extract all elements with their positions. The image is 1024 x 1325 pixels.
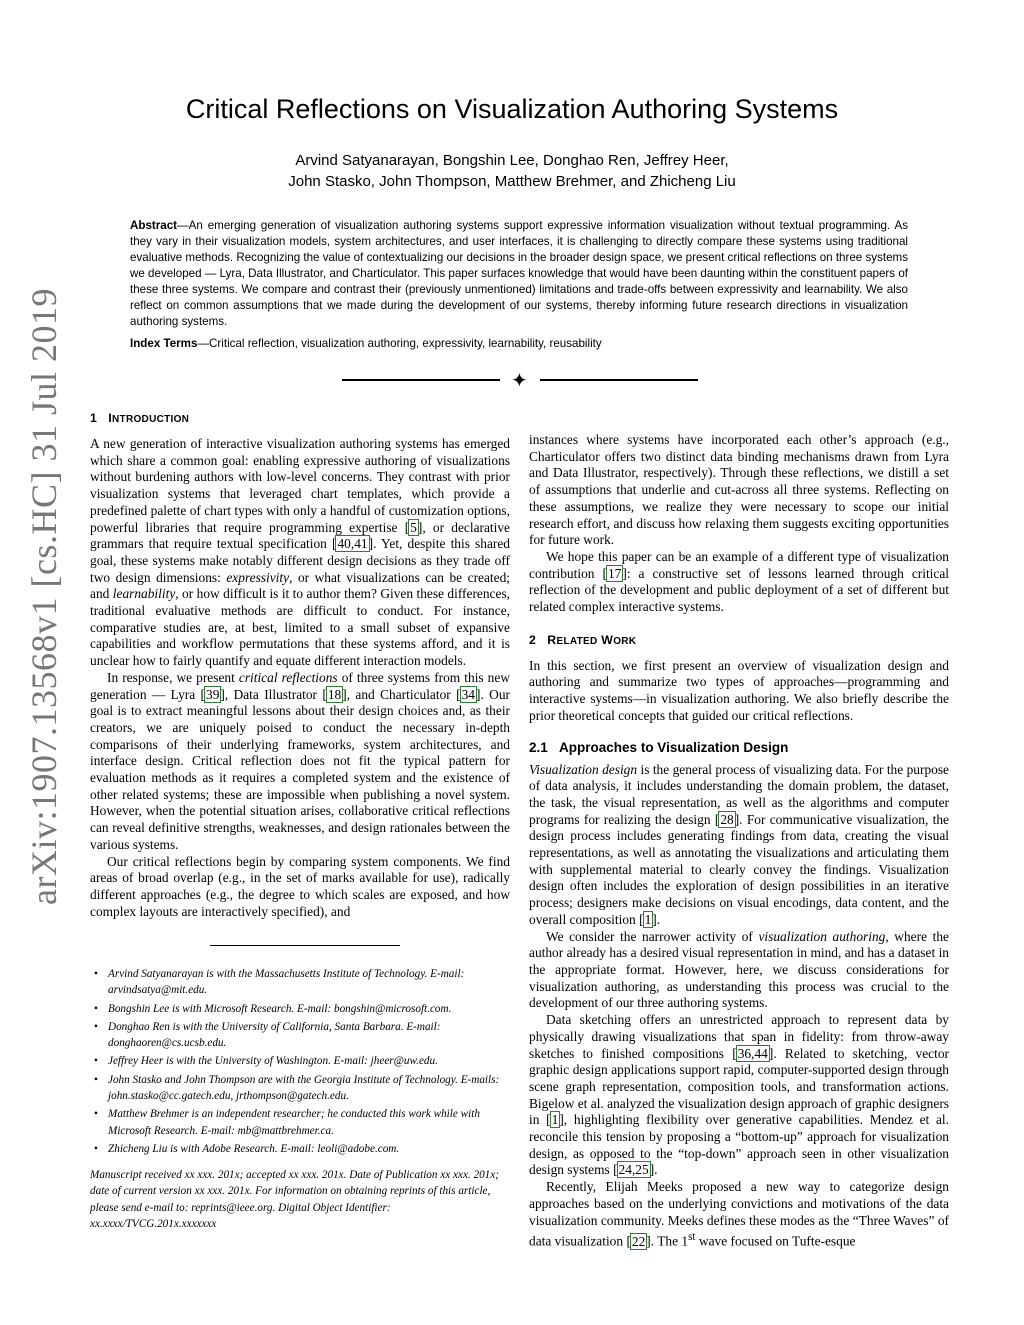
citation-link[interactable]: 24,25 [618, 1162, 649, 1178]
manuscript-note: Manuscript received xx xxx. 201x; accepted xx xxx. 201x. Date of Publication xx xxx. 201x; date of current version xx xxx. 201x. For information on obtaining reprints of this article, please send e-mail to: reprints@ieee.org. Digital Object Identifier: xx.xxxx/TVCG.201x.xxxxxxx [90, 1169, 499, 1230]
citation-link[interactable]: 36,44 [737, 1045, 768, 1061]
footnote-rule [210, 945, 400, 946]
author-affiliations [90, 966, 515, 1159]
citation-link[interactable]: 40,41 [337, 536, 368, 552]
citation-link[interactable]: 39 [206, 686, 220, 702]
citation-link[interactable]: 18 [327, 686, 342, 702]
affiliation-item: • Zhicheng Liu is with Adobe Research. E-mail: leoli@adobe.com. [90, 1141, 515, 1157]
intro-paragraph-5: We hope this paper can be an example of a different type of visualization contribution [17]: a constructive set of lessons learned through critical reflection of the development and public deployment of a set of different but related complex interactive systems. [529, 548, 949, 615]
affiliation-item: • Bongshin Lee is with Microsoft Research. E-mail: bongshin@microsoft.com. [90, 1001, 515, 1017]
intro-paragraph-3: Our critical reflections begin by comparing system components. We find areas of broad overlap (e.g., in the set of marks available for use), radically different approaches (e.g., the degree to which scales are exposed, and how complex layouts are interactively specified), and [90, 853, 510, 919]
author-line-2: John Stasko, John Thompson, Matthew Brehmer, and Zhicheng Liu [288, 173, 736, 190]
author-line-1: Arvind Satyanarayan, Bongshin Lee, Donghao Ren, Jeffrey Heer, [295, 152, 729, 169]
citation-link[interactable]: 28 [720, 811, 734, 827]
index-terms [130, 336, 908, 352]
approaches-paragraph-2: We consider the narrower activity of visualization authoring, where the author already has a desired visual representation in mind, and has a dataset in the appropriate format. However, here, we discuss considerations for visualization authoring, as understanding this process was crucial to the development of our three authoring systems. [529, 928, 949, 1011]
intro-paragraph-4: instances where systems have incorporated each other’s approach (e.g., Charticulator offers two distinct data binding mechanisms drawn from Lyra and Data Illustrator, respectively). Through these reflections, we distill a set of assumptions that underlie and cut-across all three systems. Reflecting on these assumptions, we realize they were necessary to scope our initial research effort, and discuss how relaxing them suggests exciting opportunities for future work. [529, 432, 949, 548]
intro-paragraph-2: In response, we present critical reflections of three systems from this new generation — Lyra [39], Data Illustrator [18], and Charticulator [34]. Our goal is to extract meaningful lessons about their design choices and, as their creators, we are uniquely poised to conduct the necessary in-depth comparisons of their underlying frameworks, system architectures, and interface design. Critical reflection does not fit the typical pattern for evaluation methods as it requires a completed system and the existence of other related systems; these are impossible when publishing a novel system. However, when the potential situation arises, collaborative critical reflections can reveal definitive strengths, weaknesses, and design rationales between the various systems. [90, 669, 510, 852]
divider-line-right [540, 379, 698, 381]
subsection-heading-approaches: 2.1 Approaches to Visualization Design [529, 739, 789, 755]
paper-title: Critical Reflections on Visualization Authoring Systems [185, 94, 839, 124]
approaches-paragraph-1: Visualization design is the general process of visualizing data. For the purpose of data analysis, it includes understanding the domain problem, the dataset, the task, the visual representation, as well as the algorithms and computer programs for realizing the design [28]. For communicative visualization, the design process includes generating findings from data, creating the visual representations, as well as annotating the visualizations and articulating them with supplemental material to clearly convey the findings. Visualization design often includes the exploration of design possibilities in an iterative process; designers make decisions on visual encodings, data content, and the overall composition [1]. [529, 761, 949, 927]
affiliation-item: • Jeffrey Heer is with the University of Washington. E-mail: jheer@uw.edu. [90, 1053, 515, 1069]
divider-line-left [342, 379, 500, 381]
affiliation-item: • John Stasko and John Thompson are with the Georgia Institute of Technology. E-mails: john.stasko@cc.gatech.edu, jrthompson@gatech.edu. [90, 1072, 515, 1105]
approaches-paragraph-4: Recently, Elijah Meeks proposed a new way to categorize design approaches based on the underlying convictions and motivations of the data visualization community. Meeks defines these modes as the “Three Waves” of data visualization [22]. The 1st wave focused on Tufte-esque [529, 1179, 949, 1249]
intro-paragraph-1: A new generation of interactive visualization authoring systems has emerged which share a common goal: enabling expressive authoring of visualizations without burdening authors with low-level concerns. They contrast with prior visualization systems that leveraged chart templates, which provide a predefined palette of chart types with only a handful of customization options, powerful libraries that require programming expertise [5], or declarative grammars that require textual specification [40,41]. Yet, despite this shared goal, these systems make notably different design decisions as they trade off two design dimensions: expressivity, or what visualizations can be created; and learnability, or how difficult is it to author them? Given these differences, traditional evaluative methods are difficult to conduct. For instance, comparative studies are, at best, limited to a small subset of expansive capabilities and workflow permutations that these systems afford, and it is unclear how to fairly quantify and equate different interaction models. [90, 436, 511, 669]
affiliation-item: • Matthew Brehmer is an independent researcher; he conducted this work while with Microsoft Research. E-mail: mb@mattbrehmer.ca. [90, 1106, 515, 1139]
affiliation-item: • Arvind Satyanarayan is with the Massachusetts Institute of Technology. E-mail: arvindsatya@mit.edu. [90, 966, 515, 999]
left-column [90, 410, 510, 920]
abstract-text: —An emerging generation of visualization authoring systems support expressive information visualization without textual programming. As they vary in their visualization models, system architectures, and user interfaces, it is challenging to directly compare these systems using traditional evaluative methods. Recognizing the value of contextualizing our decisions in the broader design space, we present critical reflections on three systems we developed — Lyra, Data Illustrator, and Charticulator. This paper surfaces knowledge that would have been daunting within the constituent papers of these three systems. We compare and contrast their (previously unmentioned) limitations and trade-offs between expressivity and learnability. We also reflect on common assumptions that we made during the development of our systems, thereby informing future research directions in visualization authoring systems. [130, 219, 908, 328]
affiliation-item: • Donghao Ren is with the University of California, Santa Barbara. E-mail: donghaoren@cs.ucsb.edu. [90, 1019, 515, 1052]
index-terms-label: Index Terms [130, 337, 198, 350]
star-divider-icon: ✦ [511, 368, 528, 392]
related-paragraph-1: In this section, we first present an overview of visualization design and authoring and summarize two types of approaches—programming and interactive systems—in visualization authoring. We also briefly describe the prior theoretical concepts that guided our critical reflections. [529, 657, 949, 723]
citation-link[interactable]: 34 [461, 686, 475, 702]
section-heading-related-work: 2 RELATED WORK [529, 632, 637, 647]
citation-link[interactable]: 5 [410, 519, 417, 535]
citation-link[interactable]: 22 [631, 1233, 646, 1249]
author-list [0, 150, 1024, 192]
right-column [529, 432, 949, 1250]
index-terms-text: —Critical reflection, visualization authoring, expressivity, learnability, reusability [197, 337, 602, 350]
section-divider [342, 368, 698, 392]
arxiv-stamp: arXiv:1907.13568v1 [cs.HC] 31 Jul 2019 [24, 288, 64, 905]
citation-link[interactable]: 17 [607, 565, 622, 581]
section-heading-introduction: 1 INTRODUCTION [90, 411, 190, 425]
citation-link[interactable]: 1 [551, 1112, 559, 1128]
abstract-label: Abstract [130, 219, 178, 232]
citation-link[interactable]: 1 [644, 911, 652, 927]
approaches-paragraph-3: Data sketching offers an unrestricted approach to represent data by physically drawing visualizations that span in fidelity: from throw-away sketches to finished compositions [36,44]. Related to sketching, vector graphic design applications support rapid, computer-supported design through scene graph representation, composition tools, and transformation actions. Bigelow et al. analyzed the visualization design approach of graphic designers in [1], highlighting flexibility over generative capabilities. Mendez et al. reconcile this tension by proposing a “bottom-up” approach for visualization design, as opposed to the “top-down” approach seen in other visualization design systems [24,25]. [529, 1012, 949, 1178]
abstract [130, 218, 908, 330]
